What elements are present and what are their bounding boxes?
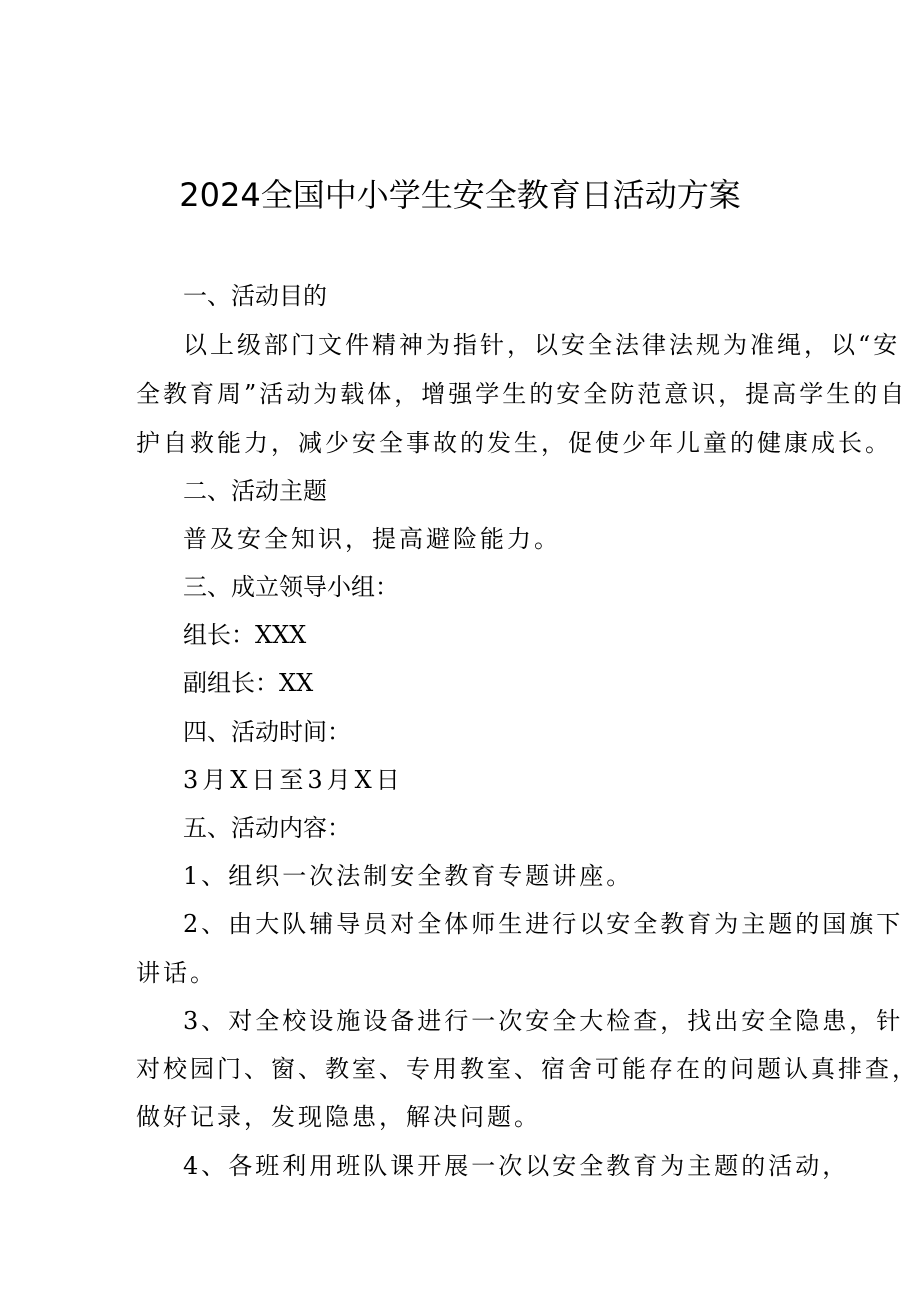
leader-line: 组长：XXX: [183, 621, 307, 649]
paragraph-line: 护自救能力，减少安全事故的发生，促使少年儿童的健康成长。: [136, 429, 892, 457]
activity-time-line: 3月X日至3月X日: [183, 766, 404, 794]
list-item-continuation: 讲话。: [136, 959, 217, 987]
section-heading-time: 四、活动时间：: [183, 718, 351, 746]
section-heading-leadership: 三、成立领导小组：: [183, 573, 399, 601]
section-heading-content: 五、活动内容：: [183, 814, 351, 842]
paragraph-line: 以上级部门文件精神为指针，以安全法律法规为准绳，以“安: [183, 331, 901, 359]
list-item-continuation: 对校园门、窗、教室、专用教室、宿舍可能存在的问题认真排查，: [136, 1055, 919, 1083]
paragraph-line: 全教育周”活动为载体，增强学生的安全防范意识，提高学生的自: [136, 380, 908, 408]
section-heading-theme: 二、活动主题: [183, 477, 327, 505]
deputy-leader-line: 副组长：XX: [183, 669, 314, 697]
list-item-continuation: 做好记录，发现隐患，解决问题。: [136, 1103, 541, 1131]
list-item: 4、各班利用班队课开展一次以安全教育为主题的活动，: [183, 1152, 850, 1180]
list-item: 2、由大队辅导员对全体师生进行以安全教育为主题的国旗下: [183, 910, 904, 938]
document-title: 2024全国中小学生安全教育日活动方案: [179, 176, 741, 214]
paragraph-line: 普及安全知识，提高避险能力。: [183, 525, 561, 553]
section-heading-purpose: 一、活动目的: [183, 282, 327, 310]
list-item: 1、组织一次法制安全教育专题讲座。: [183, 862, 634, 890]
list-item: 3、对全校设施设备进行一次安全大检查，找出安全隐患，针: [183, 1007, 904, 1035]
